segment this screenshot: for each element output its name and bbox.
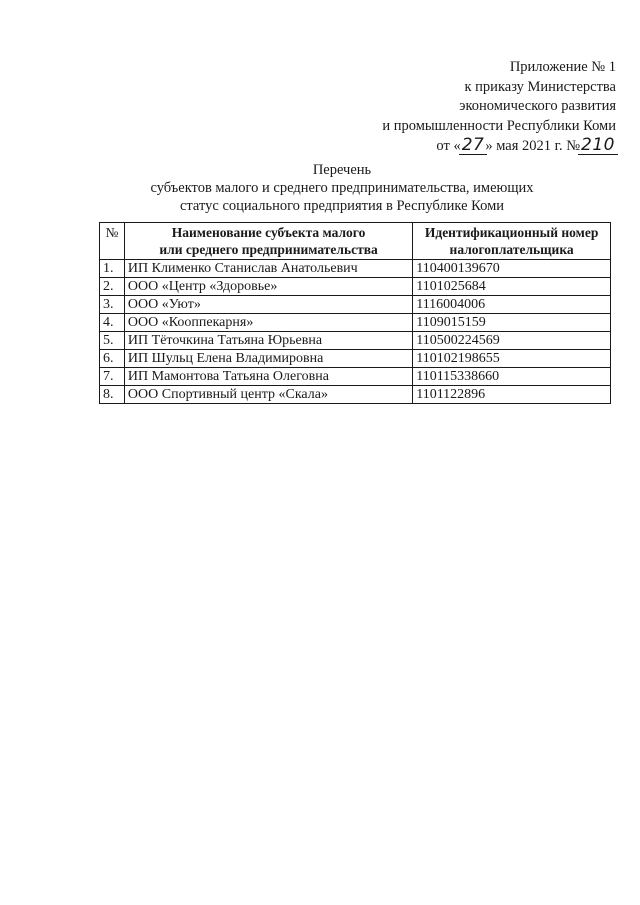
enterprise-name: ИП Шульц Елена Владимировна <box>124 350 412 368</box>
row-number: 4. <box>100 314 125 332</box>
table-row <box>100 386 611 404</box>
table-row <box>100 278 611 296</box>
date-prefix: от « <box>436 138 461 154</box>
document-title <box>120 161 564 215</box>
enterprise-inn: 1101025684 <box>413 278 611 296</box>
enterprise-name: ООО «Кооппекарня» <box>124 314 412 332</box>
row-number: 3. <box>100 296 125 314</box>
enterprise-name: ООО «Центр «Здоровье» <box>124 278 412 296</box>
enterprise-inn: 110400139670 <box>413 260 611 278</box>
enterprise-inn: 1101122896 <box>413 386 611 404</box>
table-row <box>100 350 611 368</box>
enterprise-name: ООО «Уют» <box>124 296 412 314</box>
enterprise-inn: 1116004006 <box>413 296 611 314</box>
enterprise-name: ООО Спортивный центр «Скала» <box>124 386 412 404</box>
title-line-1: Перечень <box>312 162 372 178</box>
ministry-name-line2: и промышленности Республики Коми <box>382 117 616 134</box>
header-inn-line1: Идентификационный номер <box>424 225 599 240</box>
header-number: № <box>100 223 125 260</box>
table-row <box>100 368 611 386</box>
header-inn-line2: налогоплательщика <box>449 242 574 257</box>
header-name-line2: или среднего предпринимательства <box>159 242 378 257</box>
appendix-header <box>296 58 616 157</box>
enterprise-inn: 1109015159 <box>413 314 611 332</box>
row-number: 6. <box>100 350 125 368</box>
handwritten-order-number: 210 <box>581 135 615 155</box>
row-number: 7. <box>100 368 125 386</box>
header-name <box>124 223 412 260</box>
table-row <box>100 314 611 332</box>
title-line-3: статус социального предприятия в Республике Коми <box>179 198 505 214</box>
row-number: 8. <box>100 386 125 404</box>
enterprise-name: ИП Мамонтова Татьяна Олеговна <box>124 368 412 386</box>
handwritten-day: 27 <box>461 135 485 155</box>
enterprise-inn: 110115338660 <box>413 368 611 386</box>
enterprises-table <box>99 222 611 404</box>
order-reference: к приказу Министерства <box>464 78 616 95</box>
table-row <box>100 296 611 314</box>
enterprise-inn: 110102198655 <box>413 350 611 368</box>
enterprise-name: ИП Клименко Станислав Анатольевич <box>124 260 412 278</box>
row-number: 2. <box>100 278 125 296</box>
enterprise-inn: 110500224569 <box>413 332 611 350</box>
header-name-line1: Наименование субъекта малого <box>171 225 366 240</box>
row-number: 1. <box>100 260 125 278</box>
order-date-line <box>296 136 616 157</box>
row-number: 5. <box>100 332 125 350</box>
enterprise-name: ИП Тёточкина Татьяна Юрьевна <box>124 332 412 350</box>
table-row <box>100 332 611 350</box>
table-header-row <box>100 223 611 260</box>
title-line-2: субъектов малого и среднего предпринимательства, имеющих <box>150 180 534 196</box>
appendix-number: Приложение № 1 <box>509 59 616 75</box>
table-row <box>100 260 611 278</box>
header-inn <box>413 223 611 260</box>
ministry-name-line1: экономического развития <box>459 98 616 114</box>
date-middle: » мая 2021 г. № <box>485 138 581 154</box>
